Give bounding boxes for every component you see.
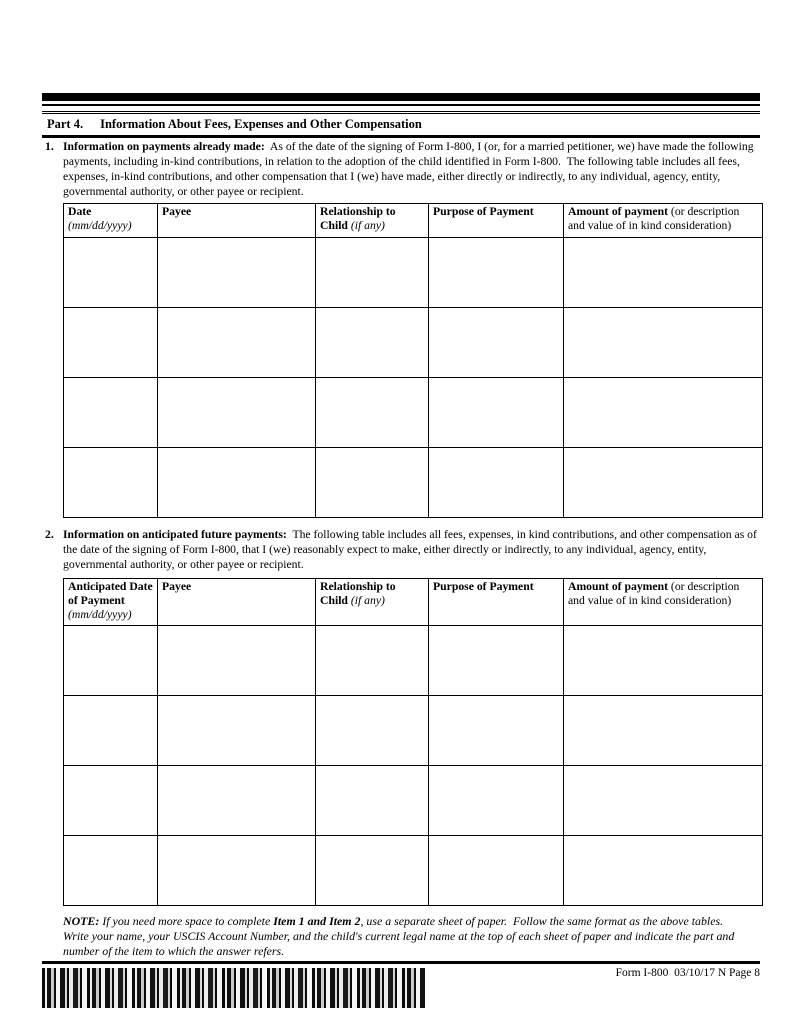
payments-made-cell-date[interactable]: [64, 308, 158, 378]
payments-made-cell-relationship[interactable]: [316, 308, 429, 378]
note-label: NOTE:: [63, 914, 103, 928]
item-1-number: 1.: [45, 140, 54, 153]
payments-made-table: [63, 203, 763, 518]
anticipated-payments-row: [64, 766, 763, 836]
column-header-purpose: Purpose of Payment: [429, 579, 564, 626]
column-header-relationship: Relationship to Child (if any): [316, 204, 429, 238]
anticipated-payments-cell-purpose[interactable]: [429, 766, 564, 836]
top-rule-thick: [42, 93, 760, 101]
payments-made-cell-payee[interactable]: [158, 238, 316, 308]
anticipated-payments-cell-date[interactable]: [64, 836, 158, 906]
item-2-text: The following table includes all fees, expenses, in kind contributions, and other compensation as of the date of the signing of Form I-800, that I (we) reasonably expect to make, either directly or indirectly, to any individual, agency, entity, governmental authority, or other payee or recipient.: [63, 528, 757, 571]
anticipated-payments-cell-amount[interactable]: [564, 836, 763, 906]
footer-rule: [42, 961, 760, 964]
part4-label: Part 4.: [47, 117, 84, 131]
payments-made-cell-purpose[interactable]: [429, 378, 564, 448]
payments-made-cell-relationship[interactable]: [316, 448, 429, 518]
item-1-body: [63, 139, 761, 199]
payments-made-header-row: [64, 204, 763, 238]
anticipated-payments-cell-relationship[interactable]: [316, 626, 429, 696]
payments-made-cell-payee[interactable]: [158, 308, 316, 378]
payments-made-cell-purpose[interactable]: [429, 448, 564, 518]
anticipated-payments-cell-date[interactable]: [64, 766, 158, 836]
item-1-text: As of the date of the signing of Form I-800, I (or, for a married petitioner, we) have made the following payments, including in-kind contributions, in relation to the adoption of the child identified in Form I-800. The following table includes all fees, expenses, in-kind contributions, and other compensation that I (we) have made, either directly or indirectly, to any individual, agency, entity, governmental authority, or other payee or recipient.: [63, 140, 754, 198]
item-1-lead: Information on payments already made:: [63, 140, 268, 153]
item-2-paragraph: [45, 527, 761, 572]
payments-made-cell-payee[interactable]: [158, 448, 316, 518]
payments-made-cell-relationship[interactable]: [316, 238, 429, 308]
column-header-payee: Payee: [158, 204, 316, 238]
anticipated-payments-cell-payee[interactable]: [158, 766, 316, 836]
payments-made-cell-date[interactable]: [64, 238, 158, 308]
payments-made-row: [64, 238, 763, 308]
anticipated-payments-table: [63, 578, 763, 906]
anticipated-payments-cell-relationship[interactable]: [316, 766, 429, 836]
column-header-anticipated-date: Anticipated Date of Payment (mm/dd/yyyy): [64, 579, 158, 626]
column-header-purpose: Purpose of Payment: [429, 204, 564, 238]
item-2-lead: Information on anticipated future payments:: [63, 528, 290, 541]
payments-made-row: [64, 308, 763, 378]
column-header-amount: Amount of payment (or description and value of in kind consideration): [564, 579, 763, 626]
anticipated-payments-cell-relationship[interactable]: [316, 696, 429, 766]
anticipated-payments-cell-amount[interactable]: [564, 766, 763, 836]
item-1-paragraph: [45, 139, 761, 199]
column-header-amount: Amount of payment (or description and value of in kind consideration): [564, 204, 763, 238]
anticipated-payments-row: [64, 836, 763, 906]
part4-title: Information About Fees, Expenses and Other Compensation: [100, 117, 422, 131]
anticipated-payments-cell-purpose[interactable]: [429, 626, 564, 696]
payments-made-cell-purpose[interactable]: [429, 308, 564, 378]
anticipated-payments-cell-amount[interactable]: [564, 696, 763, 766]
payments-made-row: [64, 378, 763, 448]
anticipated-payments-row: [64, 626, 763, 696]
item-2-number: 2.: [45, 528, 54, 541]
payments-made-cell-payee[interactable]: [158, 378, 316, 448]
anticipated-payments-cell-purpose[interactable]: [429, 836, 564, 906]
anticipated-payments-cell-amount[interactable]: [564, 626, 763, 696]
column-header-payee: Payee: [158, 579, 316, 626]
payments-made-cell-purpose[interactable]: [429, 238, 564, 308]
payments-made-cell-amount[interactable]: [564, 448, 763, 518]
anticipated-payments-cell-relationship[interactable]: [316, 836, 429, 906]
note-text-2: , use a separate sheet of paper. Follow the same format as the above tables. Write your name, your USCIS Account Number, and the child's current legal name at the top of each sheet of paper and indicate the part and number of the item to which the answer refers.: [63, 914, 735, 958]
column-header-date: Date (mm/dd/yyyy): [64, 204, 158, 238]
column-header-relationship: Relationship to Child (if any): [316, 579, 429, 626]
payments-made-cell-amount[interactable]: [564, 238, 763, 308]
payments-made-cell-date[interactable]: [64, 448, 158, 518]
item-2-body: [63, 527, 761, 572]
payments-made-row: [64, 448, 763, 518]
anticipated-payments-cell-payee[interactable]: [158, 626, 316, 696]
anticipated-payments-cell-date[interactable]: [64, 626, 158, 696]
form-number-page-label: Form I-800 03/10/17 N Page 8: [615, 967, 760, 979]
part4-header: [42, 111, 760, 138]
anticipated-payments-header-row: [64, 579, 763, 626]
top-rule-thin: [42, 104, 760, 106]
payments-made-cell-relationship[interactable]: [316, 378, 429, 448]
anticipated-payments-cell-date[interactable]: [64, 696, 158, 766]
anticipated-payments-cell-payee[interactable]: [158, 696, 316, 766]
anticipated-payments-row: [64, 696, 763, 766]
note-text-1: If you need more space to complete: [102, 914, 271, 928]
anticipated-payments-cell-purpose[interactable]: [429, 696, 564, 766]
payments-made-cell-amount[interactable]: [564, 378, 763, 448]
note-paragraph: [63, 914, 753, 959]
payments-made-cell-date[interactable]: [64, 378, 158, 448]
note-items-bold: Item 1 and Item 2: [273, 914, 361, 928]
anticipated-payments-cell-payee[interactable]: [158, 836, 316, 906]
payments-made-cell-amount[interactable]: [564, 308, 763, 378]
